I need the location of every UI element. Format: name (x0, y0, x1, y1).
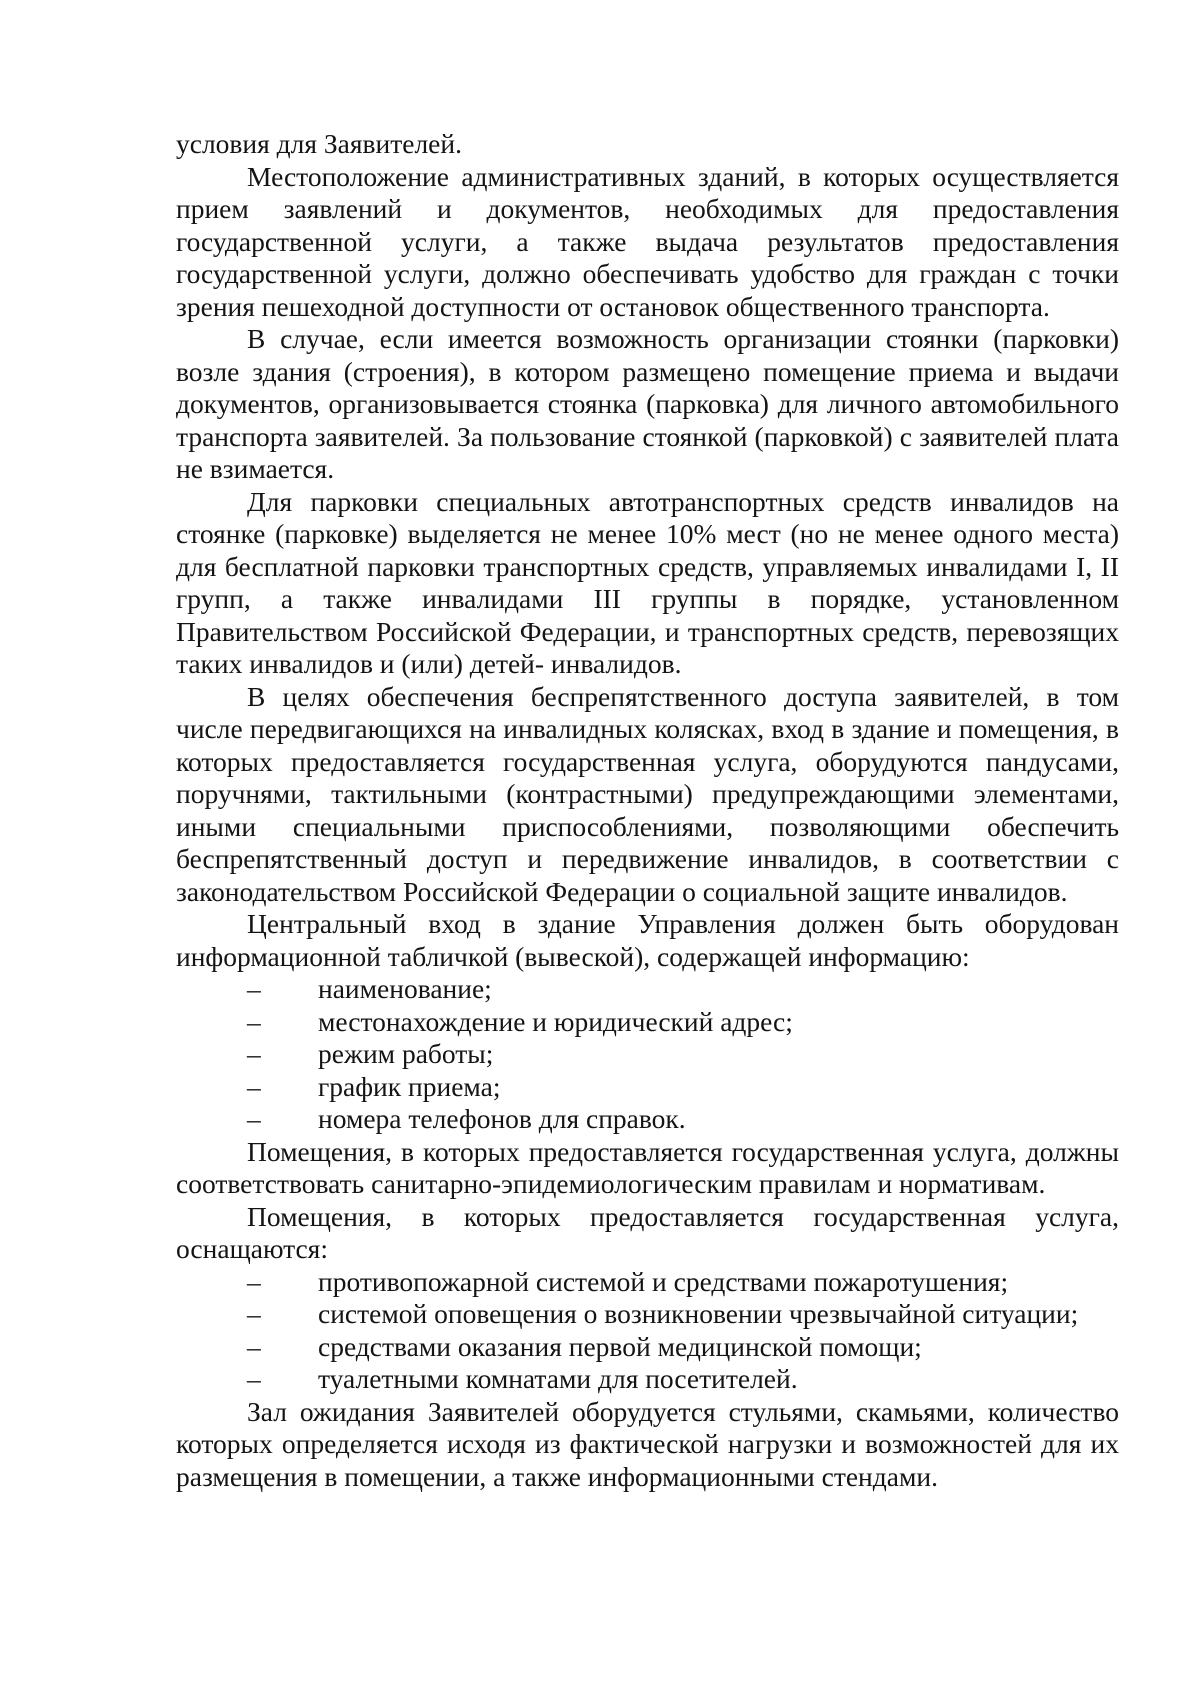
paragraph-location: Местоположение административных зданий, в которых осуществляется прием заявлений и документов, необходимых для предоставления государственной услуги, а также выдача результатов предоставления государственной услуги, должно обеспечивать удобство для граждан с точки зрения пешеходной доступности от остановок общественного транспорта. (176, 160, 1119, 322)
paragraph-sanitary: Помещения, в которых предоставляется государственная услуга, должны соответствовать санитарно-эпидемиологическим правилам и нормативам. (176, 1135, 1119, 1199)
list-item (176, 1298, 1119, 1331)
lead-line: условия для Заявителей. (176, 128, 462, 159)
dash-bullet: – (247, 1070, 261, 1102)
list-item-text: наименование; (318, 973, 492, 1004)
paragraph-equipment: Помещения, в которых предоставляется государственная услуга, оснащаются: (176, 1200, 1119, 1264)
sign-info-list (176, 973, 1119, 1136)
paragraph-waiting-hall: Зал ожидания Заявителей оборудуется стульями, скамьями, количество которых определяется исходя из фактической нагрузки и возможностей для их размещения в помещении, а также информационными стендами. (176, 1395, 1119, 1492)
dash-bullet: – (247, 1363, 261, 1394)
list-item-text: номера телефонов для справок. (318, 1103, 686, 1134)
list-item (176, 1266, 1119, 1299)
list-item-text: туалетными комнатами для посетителей. (318, 1363, 798, 1394)
dash-bullet: – (247, 1038, 261, 1069)
list-item-text: системой оповещения о возникновении чрезвычайной ситуации; (318, 1298, 1079, 1329)
list-item (176, 1071, 1119, 1104)
list-item-text: график приема; (318, 1070, 501, 1102)
list-item-text: режим работы; (318, 1038, 494, 1069)
paragraph-accessibility: В целях обеспечения беспрепятственного доступа заявителей, в том числе передвигающихся на инвалидных колясках, вход в здание и помещения, в которых предоставляется государственная услуга, оборудуются пандусами, поручнями, тактильными (контрастными) предупреждающими элементами, иными специальными приспособлениями, позволяющими обеспечить беспрепятственный доступ и передвижение инвалидов, в соответствии с законодательством Российской Федерации о социальной защите инвалидов. (176, 680, 1119, 907)
dash-bullet: – (247, 973, 261, 1004)
paragraph-disabled-parking: Для парковки специальных автотранспортных средств инвалидов на стоянке (парковке) выделяется не менее 10% мест (но не менее одного места) для бесплатной парковки транспортных средств, управляемых инвалидами I, II групп, а также инвалидами III группы в порядке, установленном Правительством Российской Федерации, и транспортных средств, перевозящих таких инвалидов и (или) детей- инвалидов. (176, 485, 1119, 679)
list-item (176, 1006, 1119, 1039)
list-item-text: средствами оказания первой медицинской помощи; (318, 1330, 922, 1362)
dash-bullet: – (247, 1330, 261, 1362)
list-item (176, 1103, 1119, 1136)
dash-bullet: – (247, 1103, 261, 1134)
document-page (176, 128, 1119, 1493)
dash-bullet: – (247, 1005, 261, 1037)
list-item-text: местонахождение и юридический адрес; (318, 1005, 793, 1037)
list-item (176, 973, 1119, 1006)
list-item (176, 1331, 1119, 1364)
list-item-text: противопожарной системой и средствами пожаротушения; (318, 1265, 1009, 1297)
dash-bullet: – (247, 1265, 261, 1297)
list-item (176, 1363, 1119, 1396)
paragraph-parking: В случае, если имеется возможность организации стоянки (парковки) возле здания (строения), в котором размещено помещение приема и выдачи документов, организовывается стоянка (парковка) для личного автомобильного транспорта заявителей. За пользование стоянкой (парковкой) с заявителей плата не взимается. (176, 323, 1119, 484)
list-item (176, 1038, 1119, 1071)
equipment-list (176, 1266, 1119, 1396)
dash-bullet: – (247, 1298, 261, 1329)
paragraph-entrance-sign: Центральный вход в здание Управления должен быть оборудован информационной табличкой (вывеской), содержащей информацию: (176, 908, 1119, 972)
